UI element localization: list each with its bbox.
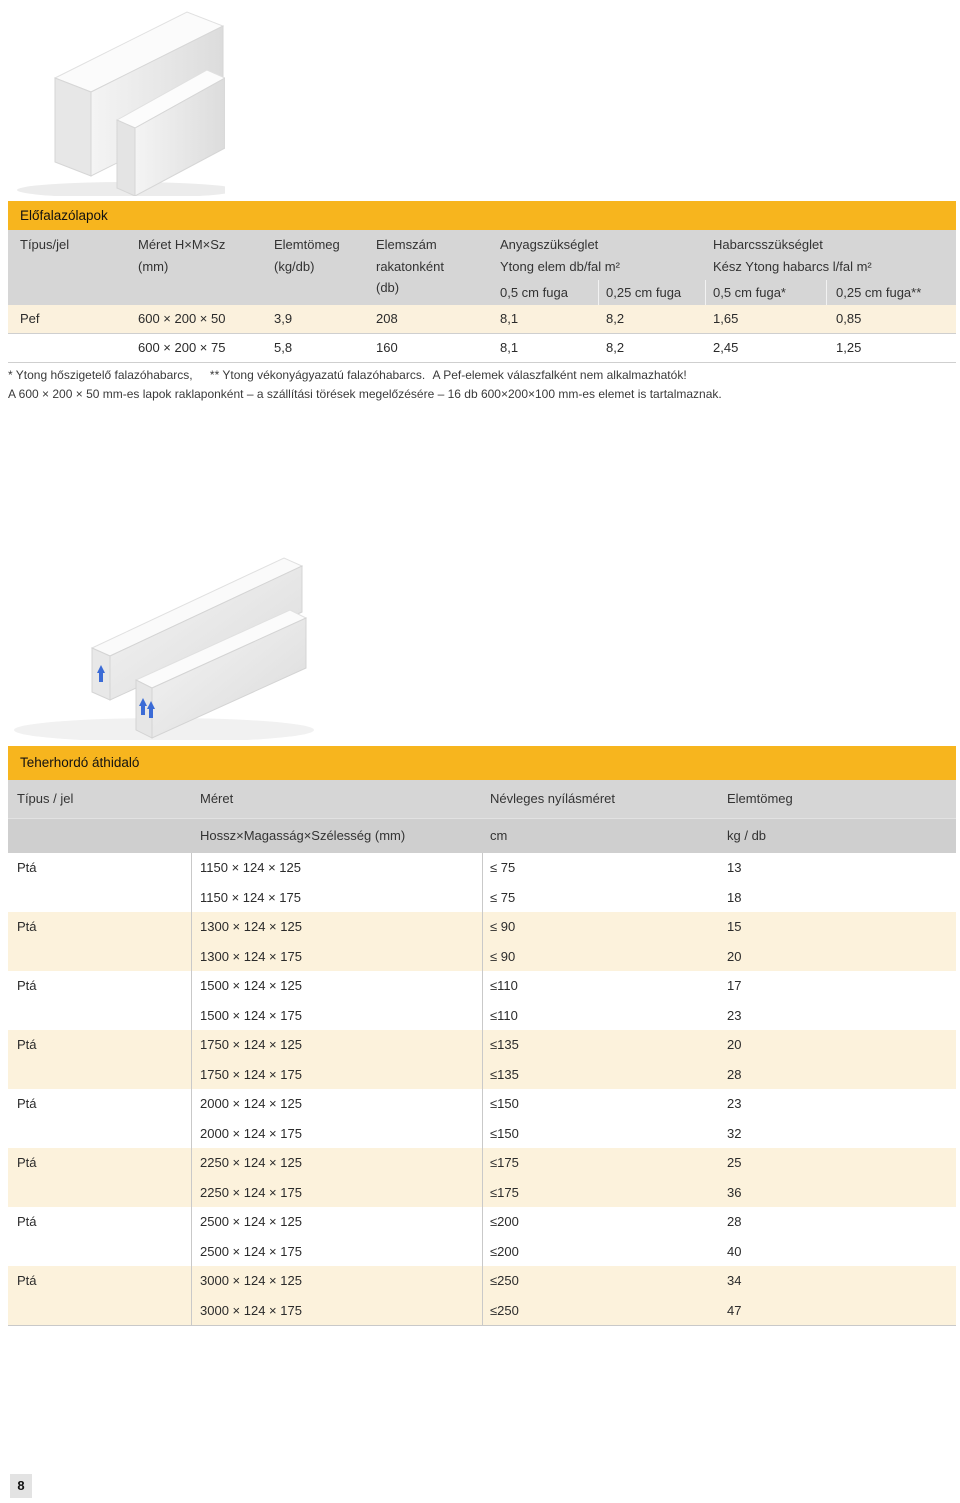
cell-type: Ptá [17,919,37,934]
divider [8,1325,956,1326]
cell-weight: 23 [727,1007,742,1023]
cell-weight: 36 [727,1184,742,1200]
header-mat-col2: 0,25 cm fuga [606,285,682,300]
table-row [8,883,956,913]
cell-span: ≤150 [490,1125,519,1141]
header-mor-col1: 0,5 cm fuga* [713,285,786,300]
table-row-group [8,1266,956,1325]
table-row [8,1237,956,1267]
table-row-group [8,1148,956,1207]
cell-size: 1500 × 124 × 175 [200,1007,302,1023]
cell-weight: 32 [727,1125,742,1141]
header-type: Típus/jel [20,237,70,252]
cell-weight: 25 [727,1155,742,1170]
cell-size: 1150 × 124 × 125 [200,860,301,875]
header-mor-col2: 0,25 cm fuga** [836,285,922,300]
cell-size: 1300 × 124 × 125 [200,919,302,934]
divider [705,280,706,305]
cell-span: ≤250 [490,1302,519,1318]
cell-weight: 13 [727,860,742,875]
cell-weight: 28 [727,1214,742,1229]
table-title: Előfalazólapok [8,201,956,230]
cell-type: Ptá [17,1155,37,1170]
cell-size: 1500 × 124 × 125 [200,978,302,993]
cell-weight: 34 [727,1273,742,1288]
table-row-group [8,912,956,971]
table-row-group [8,1030,956,1089]
cell-size: 2250 × 124 × 175 [200,1184,302,1200]
cell-size: 600 × 200 × 75 [138,340,226,355]
cell-mat2: 8,2 [606,340,625,355]
cell-weight: 18 [727,889,742,905]
header-span: Névleges nyílásméret [490,791,615,806]
lintels-image [14,540,314,740]
table-row-group [8,1207,956,1266]
cell-count: 208 [376,311,398,326]
table-row [8,1030,956,1060]
table-title: Teherhordó áthidaló [8,746,956,780]
table-row [8,912,956,942]
cell-span: ≤ 75 [490,889,516,905]
header-mat-col1: 0,5 cm fuga [500,285,568,300]
cell-mat1: 8,1 [500,311,519,326]
cell-weight: 47 [727,1302,742,1318]
cell-mor2: 1,25 [836,340,862,355]
table-teherhordo-athidalo [8,746,956,1326]
table-row [8,971,956,1001]
cell-weight: 17 [727,978,742,993]
cell-span: ≤175 [490,1155,519,1170]
header-size: Méret [200,791,234,806]
header-weight: Elemtömeg [727,791,793,806]
header-type: Típus / jel [17,791,74,806]
cell-span: ≤110 [490,1007,518,1023]
header-size-unit: Hossz×Magasság×Szélesség (mm) [200,828,406,843]
cell-size: 2500 × 124 × 125 [200,1214,302,1229]
table-row [8,305,956,334]
footnote-line-1: * Ytong hőszigetelő falazóhabarcs, ** Ytong vékonyágyazatú falazóhabarcs. A Pef-elemek válaszfalként nem alkalmazhatók! [8,368,687,382]
header-count: Elemszám rakatonként (db) [376,237,444,295]
cell-mor1: 2,45 [713,340,739,355]
table-header [8,230,956,305]
header-span-unit: cm [490,828,508,843]
table-row-group [8,1089,956,1148]
cell-weight: 3,9 [274,311,293,326]
cell-count: 160 [376,340,398,355]
header-weight-unit: kg / db [727,828,767,843]
cell-size: 3000 × 124 × 125 [200,1273,302,1288]
cell-weight: 15 [727,919,742,934]
cell-weight: 40 [727,1243,742,1259]
cell-mat1: 8,1 [500,340,519,355]
cell-weight: 20 [727,1037,742,1052]
table-row [8,1119,956,1149]
cell-weight: 28 [727,1066,742,1082]
cell-type: Ptá [17,1037,37,1052]
cell-span: ≤200 [490,1243,519,1259]
table-subheader [8,818,956,853]
table-header [8,780,956,818]
divider [826,280,827,305]
table-row [8,1148,956,1178]
footnotes [8,366,956,404]
cell-type: Ptá [17,1273,37,1288]
table-row [8,853,956,883]
cell-span: ≤250 [490,1273,519,1288]
cell-type: Ptá [17,860,37,875]
cell-mor2: 0,85 [836,311,862,326]
cell-span: ≤150 [490,1096,519,1111]
table-elofalazolapok [8,201,956,363]
cell-mor1: 1,65 [713,311,739,326]
cell-span: ≤110 [490,978,518,993]
table-row-group [8,853,956,912]
cell-type: Ptá [17,978,37,993]
table-row [8,1178,956,1208]
cell-size: 1150 × 124 × 175 [200,889,301,905]
cell-type: Ptá [17,1096,37,1111]
cell-size: 2000 × 124 × 125 [200,1096,302,1111]
table-row [8,942,956,972]
cell-span: ≤175 [490,1184,519,1200]
cell-weight: 23 [727,1096,742,1111]
table-row-group [8,971,956,1030]
cell-type: Pef [20,311,40,326]
header-mortar: Habarcsszükséglet Kész Ytong habarcs l/fal m² [713,237,872,274]
table-row [8,1060,956,1090]
header-material: Anyagszükséglet Ytong elem db/fal m² [500,237,620,274]
cell-size: 3000 × 124 × 175 [200,1302,302,1318]
table-row [8,334,956,363]
table-row [8,1089,956,1119]
cell-span: ≤ 90 [490,948,516,964]
cell-size: 1750 × 124 × 175 [200,1066,302,1082]
cell-size: 1750 × 124 × 125 [200,1037,302,1052]
cell-size: 600 × 200 × 50 [138,311,226,326]
table-row [8,1001,956,1031]
cell-span: ≤ 75 [490,860,516,875]
table-row [8,1266,956,1296]
footnote-line-2: A 600 × 200 × 50 mm-es lapok raklaponként – a szállítási törések megelőzésére – 16 db 600×200×100 mm-es elemet is tartalmaznak. [8,387,722,401]
cell-span: ≤ 90 [490,919,516,934]
cell-weight: 20 [727,948,742,964]
cell-weight: 5,8 [274,340,293,355]
page-number: 8 [10,1474,32,1498]
table-row [8,1207,956,1237]
header-weight: Elemtömeg (kg/db) [274,237,340,274]
cell-span: ≤135 [490,1037,519,1052]
cell-type: Ptá [17,1214,37,1229]
divider [598,280,599,305]
cell-size: 1300 × 124 × 175 [200,948,302,964]
wall-panels-image [7,0,225,196]
cell-size: 2250 × 124 × 125 [200,1155,302,1170]
header-size: Méret H×M×Sz (mm) [138,237,226,274]
cell-size: 2500 × 124 × 175 [200,1243,302,1259]
cell-span: ≤135 [490,1066,519,1082]
cell-size: 2000 × 124 × 175 [200,1125,302,1141]
cell-span: ≤200 [490,1214,519,1229]
cell-mat2: 8,2 [606,311,625,326]
table-body [8,853,956,1325]
table-row [8,1296,956,1326]
